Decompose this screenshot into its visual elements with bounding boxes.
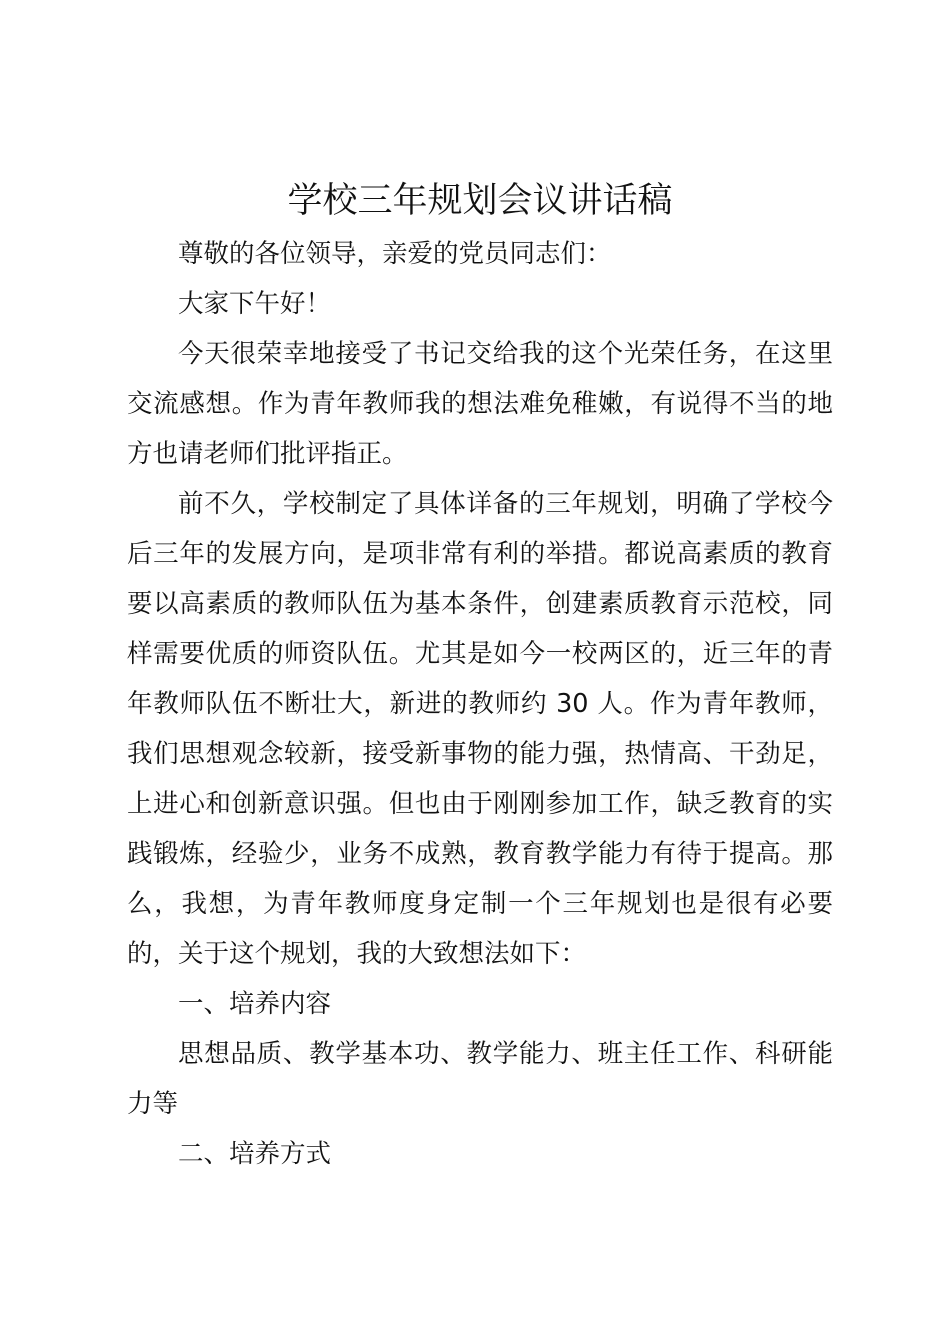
greeting: 大家下午好！	[178, 289, 332, 319]
document-body	[127, 229, 833, 1179]
paragraph-content: 思想品质、教学基本功、教学能力、班主任工作、科研能力等	[127, 1039, 833, 1119]
paragraph-plan: 前不久，学校制定了具体详备的三年规划，明确了学校今后三年的发展方向，是项非常有利的举措。都说高素质的教育要以高素质的教师队伍为基本条件，创建素质教育示范校，同样需要优质的师资队伍。尤其是如今一校两区的，近三年的青年教师队伍不断壮大，新进的教师约 30 人。作为青年教师，我们思想观念较新，接受新事物的能力强，热情高、干劲足，上进心和创新意识强。但也由于刚刚参加工作，缺乏教育的实践锻炼，经验少，业务不成熟，教育教学能力有待于提高。那么，我想，为青年教师度身定制一个三年规划也是很有必要的，关于这个规划，我的大致想法如下：	[127, 489, 833, 969]
document-title: 学校三年规划会议讲话稿	[287, 181, 673, 221]
section-heading-method: 二、培养方式	[178, 1139, 332, 1169]
salutation: 尊敬的各位领导，亲爱的党员同志们：	[178, 239, 612, 269]
section-heading-content: 一、培养内容	[178, 989, 332, 1019]
paragraph-intro: 今天很荣幸地接受了书记交给我的这个光荣任务，在这里交流感想。作为青年教师我的想法难免稚嫩，有说得不当的地方也请老师们批评指正。	[127, 339, 833, 469]
